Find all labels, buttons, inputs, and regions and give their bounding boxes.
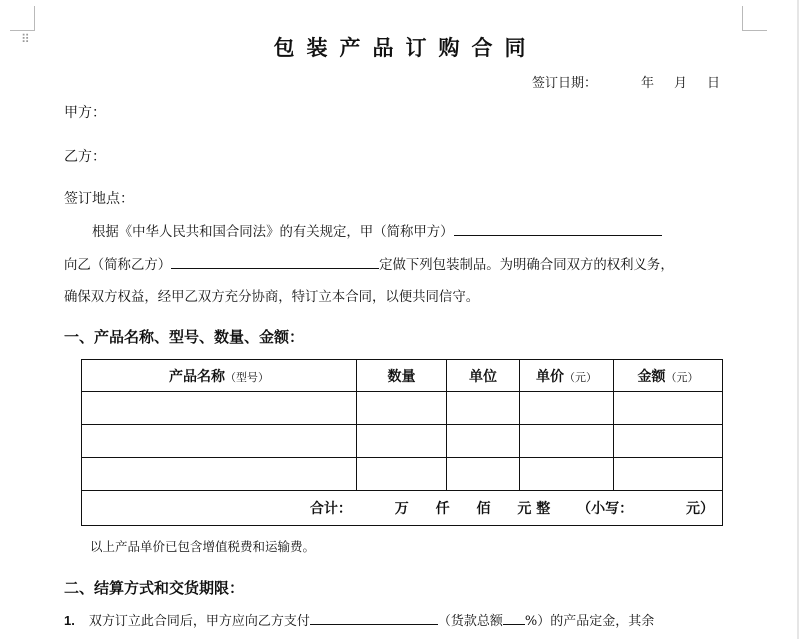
total-cell[interactable]	[82, 491, 723, 526]
table-cell[interactable]	[447, 425, 520, 458]
deposit-percent-blank[interactable]	[503, 612, 525, 625]
table-cell[interactable]	[520, 425, 614, 458]
party-a-label[interactable]: 甲方：	[64, 105, 106, 121]
table-row	[82, 425, 723, 458]
intro-line-2-prefix: 向乙（简称乙方）	[64, 258, 172, 273]
clause-1-text-a: 双方订立此合同后，甲方应向乙方支付	[88, 614, 310, 629]
table-cell[interactable]	[357, 425, 447, 458]
table-cell[interactable]	[614, 458, 723, 491]
sign-place-label[interactable]: 签订地点：	[64, 191, 134, 207]
table-cell[interactable]	[82, 425, 357, 458]
header-unit: 单位	[447, 360, 520, 392]
document-title: 包装产品订购合同	[273, 35, 538, 60]
total-small-close: 元）	[686, 501, 714, 517]
total-small-open: （小写：	[577, 501, 634, 517]
table-cell[interactable]	[520, 392, 614, 425]
header-product-name: 产品名称（型号）	[82, 360, 357, 392]
sign-date-label: 签订日期：	[532, 76, 598, 91]
table-cell[interactable]	[357, 392, 447, 425]
table-cell[interactable]	[447, 458, 520, 491]
table-cell[interactable]	[82, 392, 357, 425]
clause-1-text-b: （货款总额	[437, 614, 503, 629]
header-unit-price: 单价（元）	[520, 360, 614, 392]
price-note: 以上产品单价已包含增值税费和运输费。	[90, 539, 316, 554]
party-a-short-name-blank[interactable]	[454, 223, 662, 236]
header-amount: 金额（元）	[614, 360, 723, 392]
total-qian: 仟	[435, 501, 450, 517]
header-quantity: 数量	[357, 360, 447, 392]
drag-handle-icon[interactable]: ⠿	[21, 32, 31, 46]
intro-line-2[interactable]	[64, 254, 674, 273]
section-2-heading: 二、结算方式和交货期限：	[64, 579, 245, 597]
total-yuan-zheng: 元 整	[517, 501, 551, 517]
sign-date-year: 年	[641, 76, 655, 91]
total-wan: 万	[394, 501, 409, 517]
table-cell[interactable]	[614, 425, 723, 458]
clause-1[interactable]	[64, 610, 654, 629]
table-header-row	[82, 360, 723, 392]
products-table	[81, 359, 723, 526]
intro-line-1-text: 根据《中华人民共和国合同法》的有关规定，甲（简称甲方）	[92, 225, 454, 240]
table-cell[interactable]	[82, 458, 357, 491]
table-total-row	[82, 491, 723, 526]
sign-date	[532, 72, 720, 91]
sign-date-day: 日	[707, 76, 721, 91]
crop-mark-top-left	[10, 6, 35, 31]
table-cell[interactable]	[520, 458, 614, 491]
total-label: 合计：	[309, 501, 352, 517]
clause-1-number: 1.	[64, 613, 75, 628]
deposit-amount-blank[interactable]	[310, 612, 438, 625]
table-cell[interactable]	[447, 392, 520, 425]
total-bai: 佰	[476, 501, 491, 517]
intro-line-2-suffix: 定做下列包装制品。为明确合同双方的权利义务，	[379, 258, 674, 273]
table-cell[interactable]	[614, 392, 723, 425]
section-1-heading: 一、产品名称、型号、数量、金额：	[64, 328, 305, 346]
table-cell[interactable]	[357, 458, 447, 491]
party-b-short-name-blank[interactable]	[171, 256, 379, 269]
table-row	[82, 392, 723, 425]
intro-line-1[interactable]	[92, 221, 662, 240]
party-b-label[interactable]: 乙方：	[64, 149, 106, 165]
crop-mark-top-right	[742, 6, 767, 31]
sign-date-month: 月	[674, 76, 688, 91]
table-row	[82, 458, 723, 491]
intro-line-3[interactable]: 确保双方权益，经甲乙双方充分协商，特订立本合同，以便共同信守。	[64, 290, 480, 305]
clause-1-text-c: %）的产品定金，其余	[524, 614, 655, 629]
